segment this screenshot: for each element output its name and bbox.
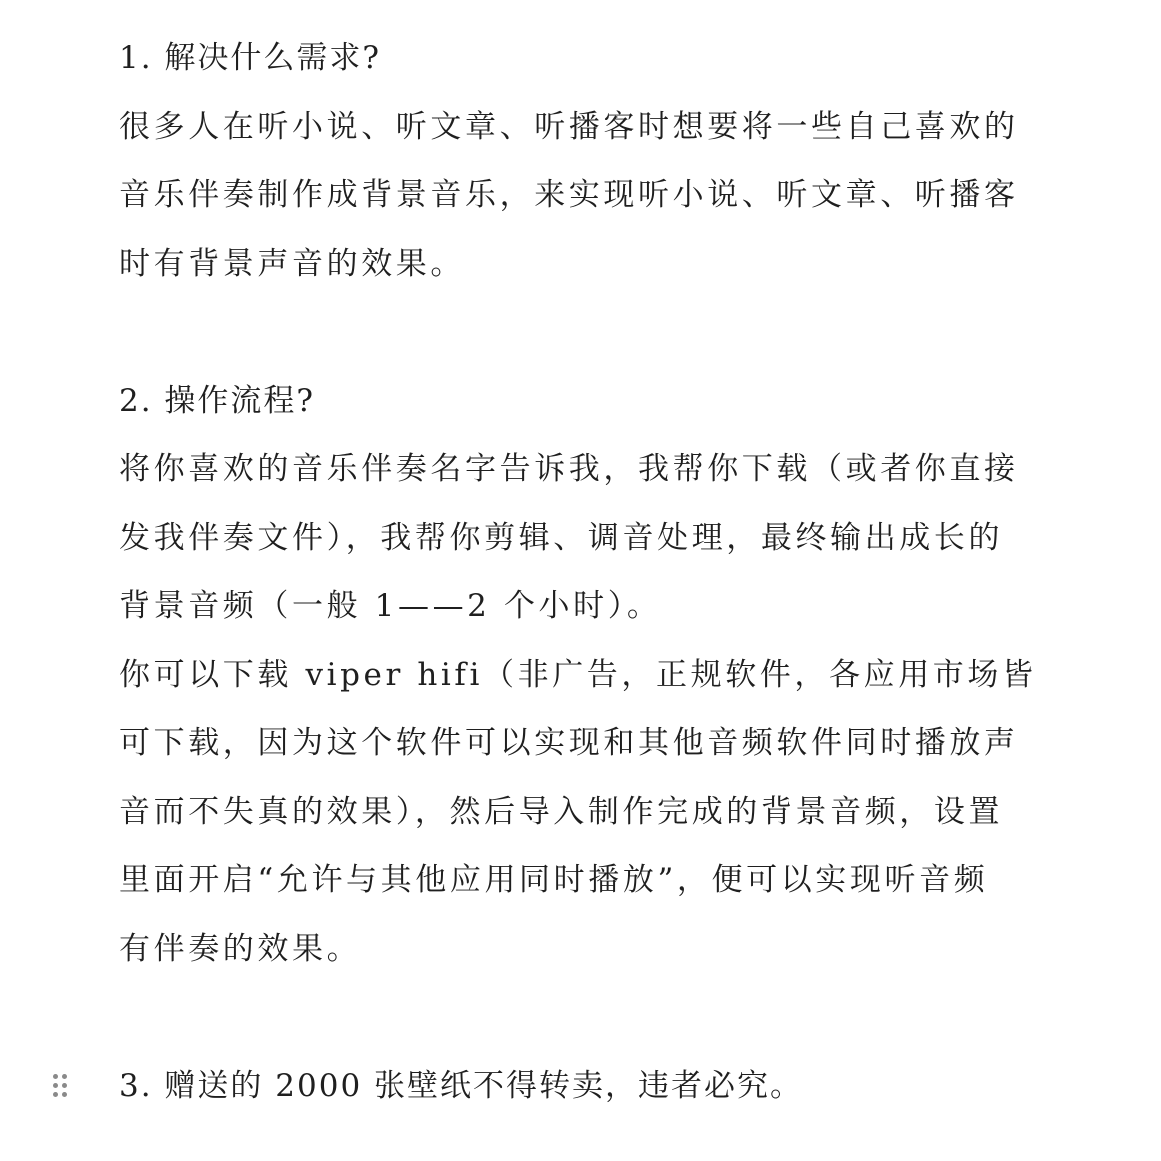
section-1-paragraph-line-1: 很多人在听小说、听文章、听播客时想要将一些自己喜欢的 (119, 108, 1019, 145)
paragraph-spacer (119, 983, 1044, 1052)
section-2-paragraph-line-3: 背景音频（一般 1——2 个小时）。 (119, 588, 662, 624)
section-2-heading: 2. 操作流程? (119, 382, 316, 419)
document-body (119, 24, 1044, 1120)
section-3-block (119, 1052, 1044, 1121)
section-2-paragraph-line-8: 有伴奏的效果。 (119, 930, 362, 967)
section-1-paragraph-line-2: 音乐伴奏制作成背景音乐，来实现听小说、听文章、听播客 (119, 177, 1019, 213)
section-1-heading: 1. 解决什么需求? (119, 40, 382, 76)
paragraph-spacer (119, 298, 1044, 367)
section-2-paragraph-line-5: 可下载，因为这个软件可以实现和其他音频软件同时播放声 (119, 725, 1019, 761)
section-2-paragraph-line-4: 你可以下载 viper hifi（非广告，正规软件，各应用市场皆 (119, 656, 1037, 693)
section-2-paragraph-line-7: 里面开启“允许与其他应用同时播放”，便可以实现听音频 (119, 862, 989, 898)
section-2-paragraph-line-2: 发我伴奏文件），我帮你剪辑、调音处理，最终输出成长的 (119, 519, 1004, 556)
section-1-paragraph-line-3: 时有背景声音的效果。 (119, 245, 465, 282)
section-2-paragraph-line-6: 音而不失真的效果），然后导入制作完成的背景音频，设置 (119, 793, 1004, 830)
drag-handle-icon[interactable] (53, 1074, 67, 1098)
section-2-paragraph-line-1: 将你喜欢的音乐伴奏名字告诉我，我帮你下载（或者你直接 (119, 451, 1019, 487)
section-3-text: 3. 赠送的 2000 张壁纸不得转卖，违者必究。 (119, 1067, 804, 1104)
